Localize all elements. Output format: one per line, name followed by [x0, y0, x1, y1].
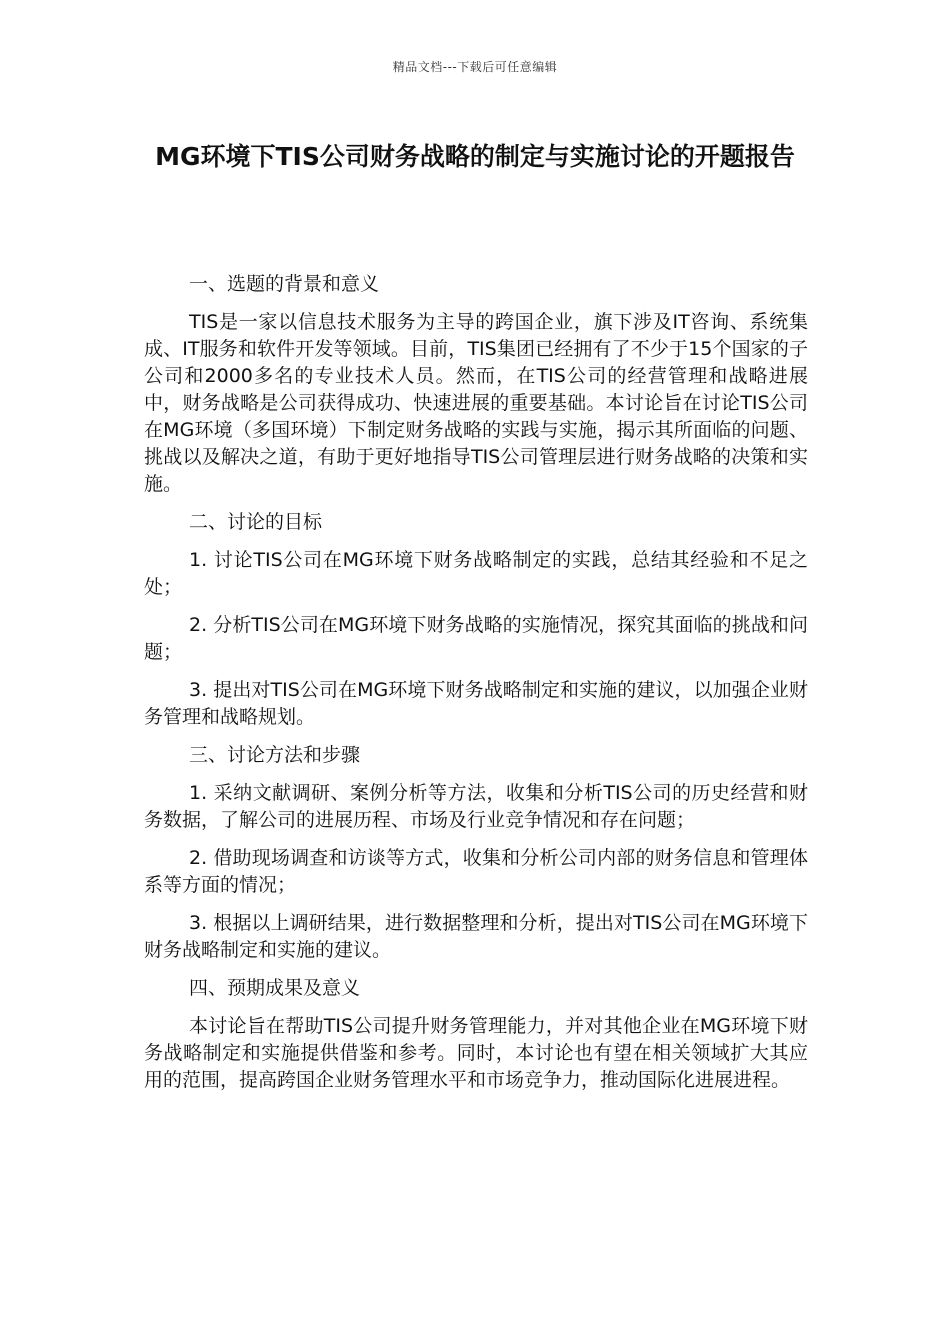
header-note: 精品文档---下载后可任意编辑 — [392, 60, 558, 74]
section-3-item-2: 2. 借助现场调查和访谈等方式，收集和分析公司内部的财务信息和管理体系等方面的情况； — [144, 847, 808, 896]
document-title: MG环境下TIS公司财务战略的制定与实施讨论的开题报告 — [155, 142, 795, 171]
document-body — [144, 271, 808, 1094]
section-3-item-3: 3. 根据以上调研结果，进行数据整理和分析，提出对TIS公司在MG环境下财务战略制定和实施的建议。 — [144, 912, 808, 961]
section-1-heading: 一、选题的背景和意义 — [189, 273, 380, 295]
section-3-item-1: 1. 采纳文献调研、案例分析等方法，收集和分析TIS公司的历史经营和财务数据，了解公司的进展历程、市场及行业竞争情况和存在问题； — [144, 782, 808, 831]
section-4-heading: 四、预期成果及意义 — [189, 977, 361, 999]
section-4-paragraph: 本讨论旨在帮助TIS公司提升财务管理能力，并对其他企业在MG环境下财务战略制定和实施提供借鉴和参考。同时，本讨论也有望在相关领域扩大其应用的范围，提高跨国企业财务管理水平和市场竞争力，推动国际化进展进程。 — [144, 1015, 808, 1091]
section-1-paragraph: TIS是一家以信息技术服务为主导的跨国企业，旗下涉及IT咨询、系统集成、IT服务和软件开发等领域。目前，TIS集团已经拥有了不少于15个国家的子公司和2000多名的专业技术人员。然而，在TIS公司的经营管理和战略进展中，财务战略是公司获得成功、快速进展的重要基础。本讨论旨在讨论TIS公司在MG环境（多国环境）下制定财务战略的实践与实施，揭示其所面临的问题、挑战以及解决之道，有助于更好地指导TIS公司管理层进行财务战略的决策和实施。 — [144, 311, 808, 495]
section-2-item-3: 3. 提出对TIS公司在MG环境下财务战略制定和实施的建议，以加强企业财务管理和战略规划。 — [144, 679, 808, 728]
section-2-item-2: 2. 分析TIS公司在MG环境下财务战略的实施情况，探究其面临的挑战和问题； — [144, 614, 808, 663]
section-2-heading: 二、讨论的目标 — [189, 511, 323, 533]
section-3-heading: 三、讨论方法和步骤 — [189, 744, 361, 766]
section-2-item-1: 1. 讨论TIS公司在MG环境下财务战略制定的实践，总结其经验和不足之处； — [144, 549, 808, 598]
